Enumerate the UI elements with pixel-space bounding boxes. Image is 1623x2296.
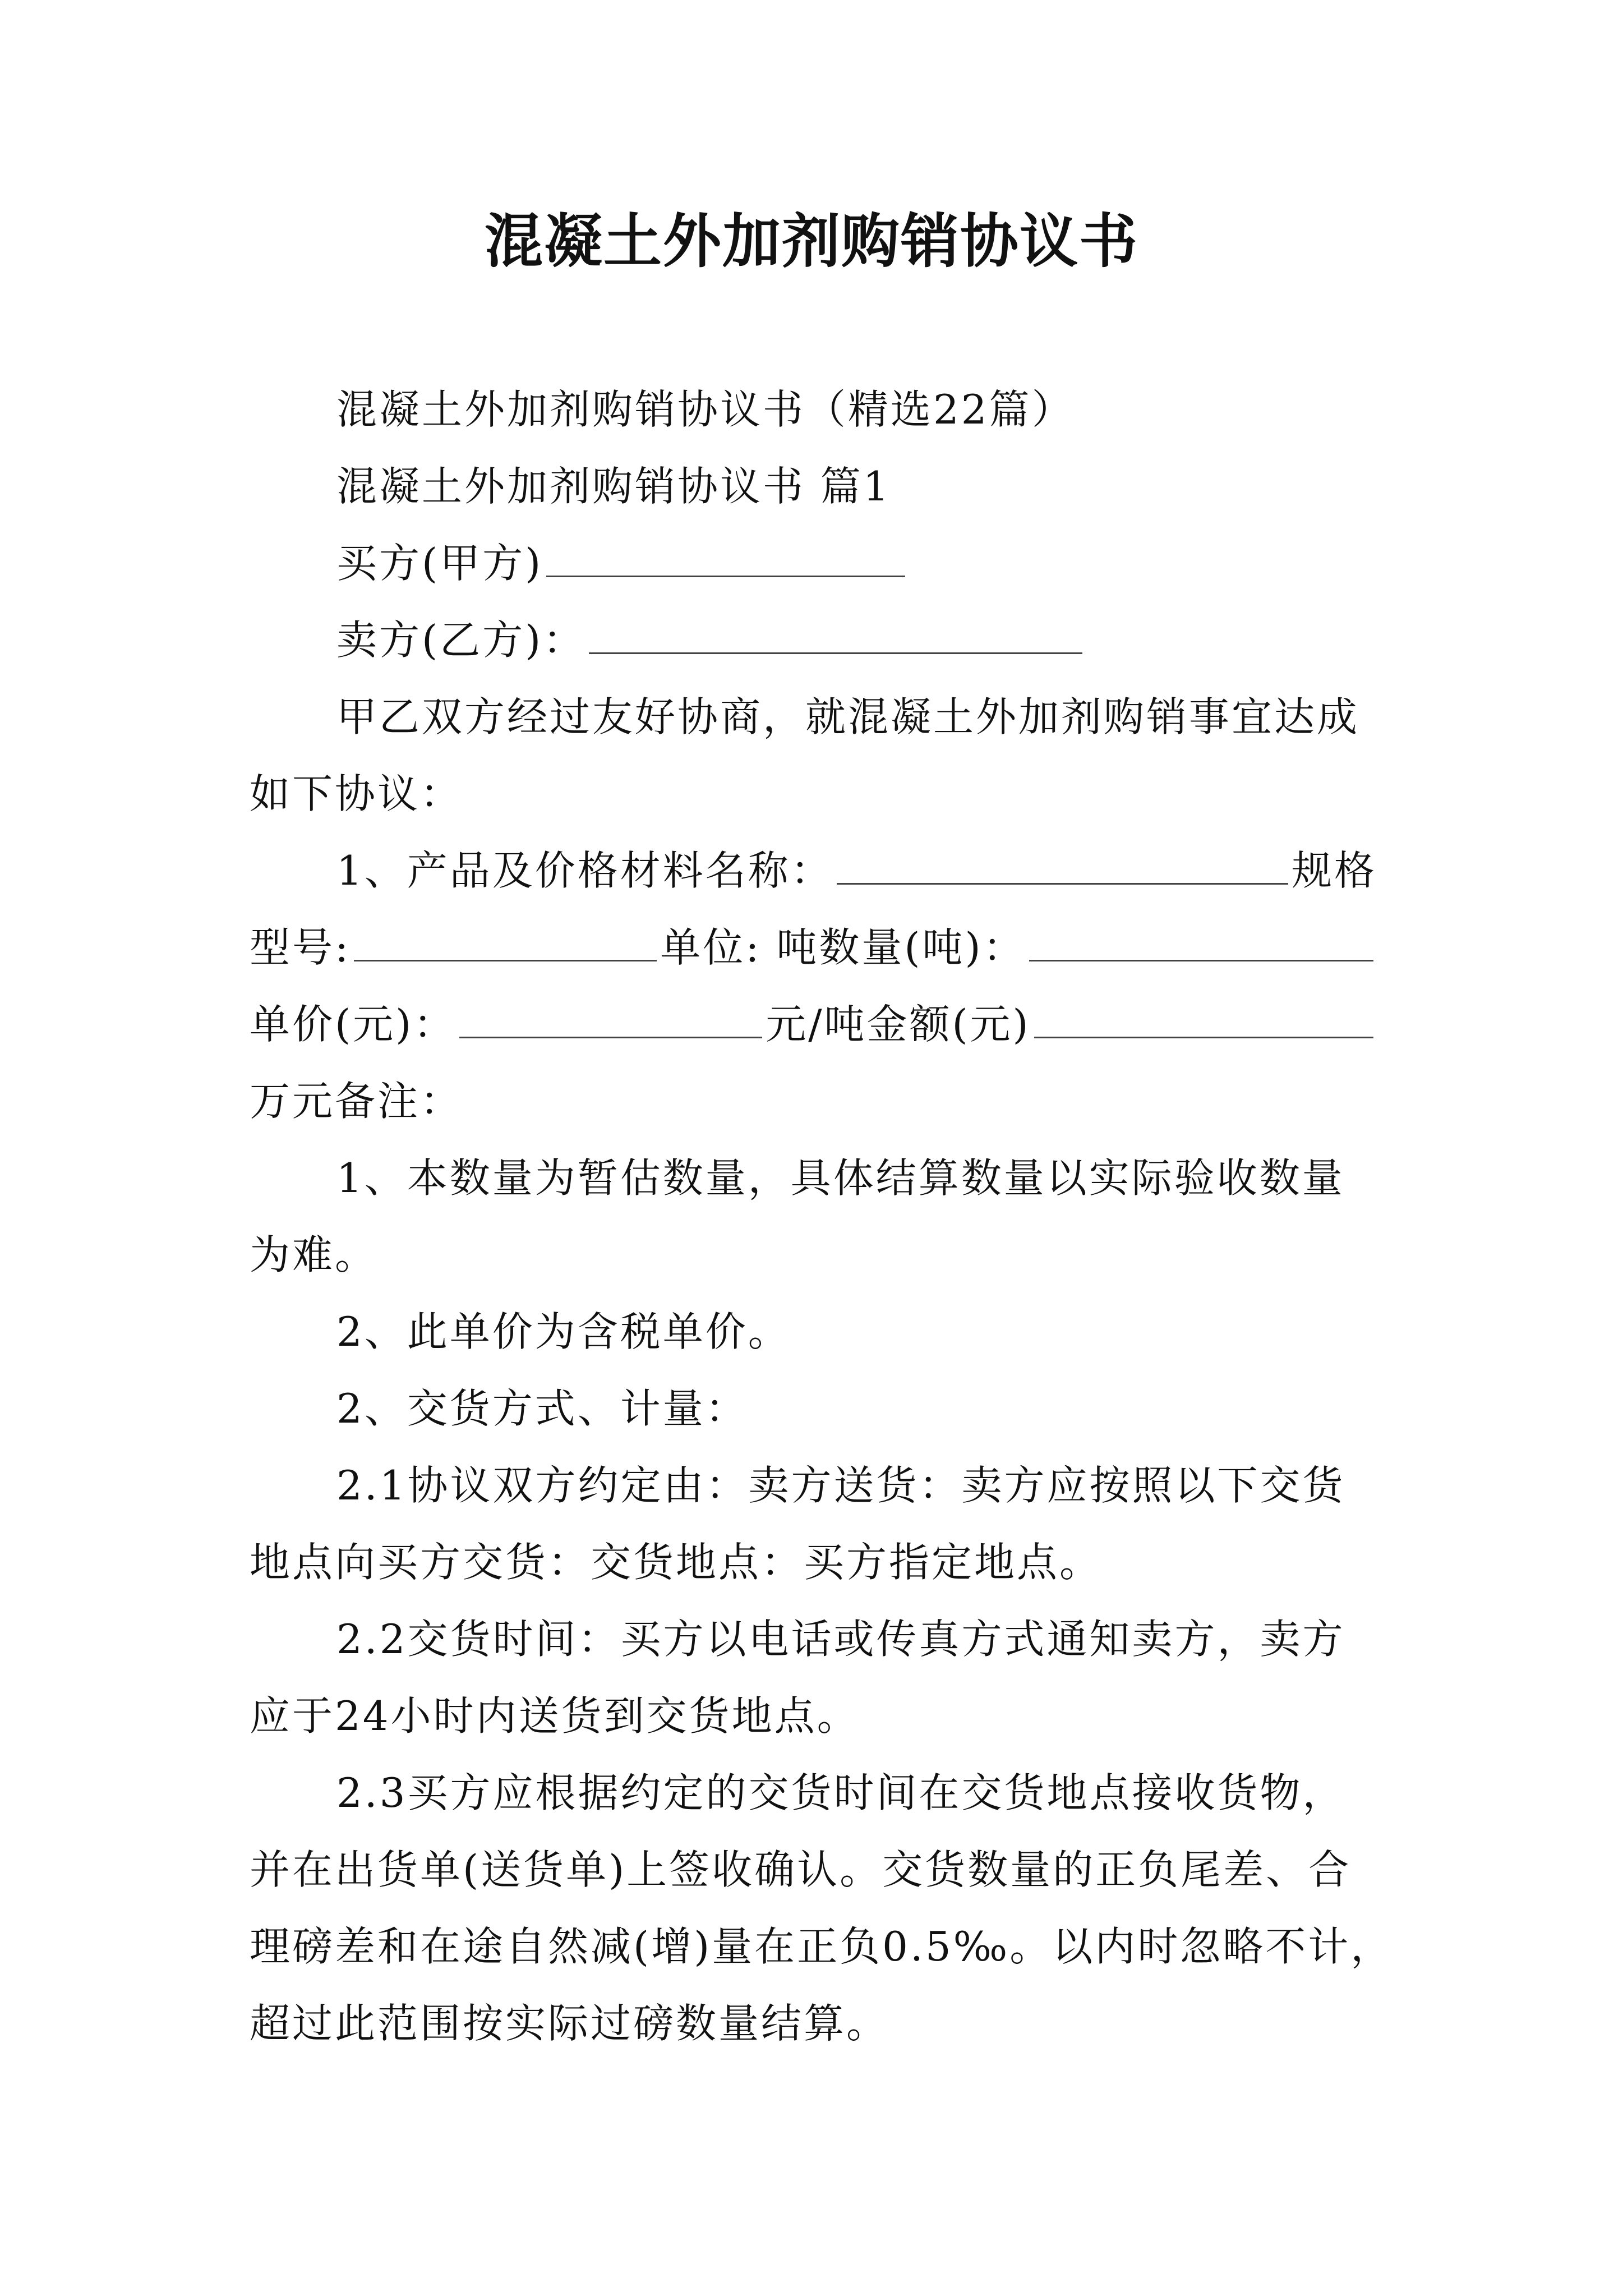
- buyer-blank: [546, 539, 905, 577]
- amount-blank: [1034, 1000, 1373, 1038]
- buyer-label: 买方(甲方): [336, 540, 543, 587]
- item1-spec: 规格: [1291, 847, 1377, 894]
- document-title: 混凝土外加剂购销协议书: [484, 206, 1138, 275]
- item1-price: 单价(元)：: [250, 1001, 457, 1048]
- s23-line-2: 并在出货单(送货单)上签收确认。交货数量的正负尾差、合: [250, 1846, 1352, 1893]
- document-body: [250, 371, 1394, 2062]
- item1-amount: 元/吨金额(元): [766, 1001, 1031, 1048]
- item1-prefix: 1、产品及价格材料名称：: [336, 847, 833, 894]
- s23-line-4: 超过此范围按实际过磅数量结算。: [250, 2000, 889, 2047]
- note2: 2、此单价为含税单价。: [336, 1308, 791, 1355]
- item1-line-1: [250, 832, 1377, 909]
- seller-line: [250, 602, 1377, 679]
- item1-remark: 万元备注：: [250, 1078, 463, 1125]
- item1-line-3: [250, 986, 1377, 1063]
- s22-line-2: 应于24小时内送货到交货地点。: [250, 1692, 860, 1740]
- part-heading: 混凝土外加剂购销协议书 篇1: [336, 463, 891, 510]
- material-name-blank: [837, 846, 1288, 885]
- subtitle: 混凝土外加剂购销协议书（精选22篇）: [336, 386, 1075, 433]
- s22-line-1: 2.2交货时间：买方以电话或传真方式通知卖方，卖方: [336, 1616, 1345, 1663]
- quantity-blank: [1029, 923, 1373, 961]
- model-blank: [354, 923, 657, 961]
- seller-label: 卖方(乙方)：: [336, 616, 586, 664]
- s21-line-1: 2.1协议双方约定由：卖方送货：卖方应按照以下交货: [336, 1462, 1345, 1509]
- price-blank: [459, 1000, 762, 1038]
- intro-line-1: 甲乙双方经过友好协商，就混凝土外加剂购销事宜达成: [336, 693, 1360, 740]
- buyer-line: [250, 525, 1377, 602]
- note1-line-1: 1、本数量为暂估数量，具体结算数量以实际验收数量: [336, 1154, 1345, 1202]
- item1-unit: 单位: 吨数量(吨)：: [660, 924, 1026, 971]
- s23-line-1: 2.3买方应根据约定的交货时间在交货地点接收货物，: [336, 1769, 1345, 1816]
- section2-heading: 2、交货方式、计量：: [336, 1385, 748, 1432]
- s21-line-2: 地点向买方交货：交货地点：买方指定地点。: [250, 1539, 1103, 1586]
- s23-line-3: 理磅差和在途自然减(增)量在正负0.5‰。以内时忽略不计，: [250, 1923, 1394, 1970]
- seller-blank: [589, 615, 1082, 654]
- intro-line-2: 如下协议：: [250, 770, 463, 817]
- note1-line-2: 为难。: [250, 1231, 378, 1278]
- item1-model: 型号:: [250, 924, 351, 971]
- item1-line-2: [250, 909, 1377, 986]
